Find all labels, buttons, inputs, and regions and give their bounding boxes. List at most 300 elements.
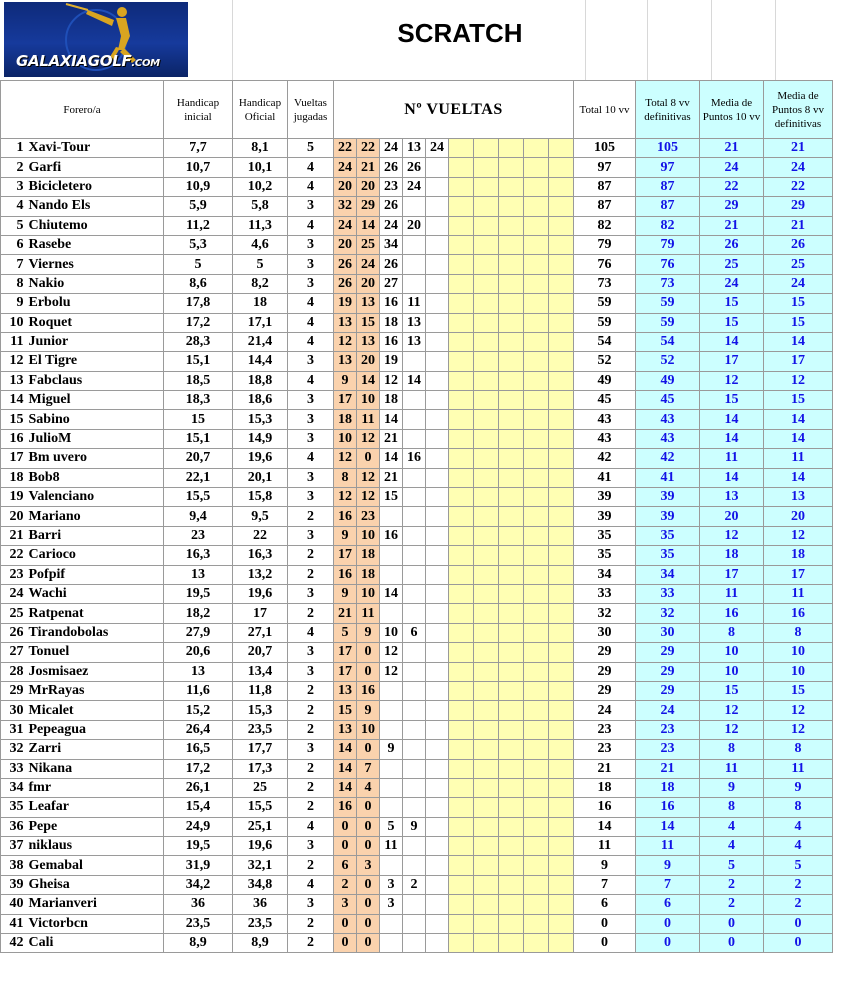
position-cell: 33 [1, 759, 27, 778]
round-score-cell [499, 216, 524, 235]
total-10-cell: 42 [574, 449, 636, 468]
round-score-cell [524, 139, 549, 158]
player-name-cell: El Tigre [27, 352, 164, 371]
media-8-cell: 8 [764, 740, 833, 759]
round-score-cell [549, 914, 574, 933]
table-header-row [1, 81, 833, 139]
handicap-oficial-cell: 17,1 [233, 313, 288, 332]
round-score-cell: 5 [380, 817, 403, 836]
round-score-cell [524, 875, 549, 894]
total-8-cell: 29 [636, 643, 700, 662]
handicap-oficial-cell: 23,5 [233, 720, 288, 739]
round-score-cell [426, 720, 449, 739]
round-score-cell [403, 352, 426, 371]
round-score-cell [549, 255, 574, 274]
header-forero: Forero/a [1, 81, 164, 139]
position-cell: 12 [1, 352, 27, 371]
round-score-cell: 16 [357, 681, 380, 700]
total-8-cell: 43 [636, 429, 700, 448]
handicap-inicial-cell: 15,4 [164, 798, 233, 817]
round-score-cell [524, 701, 549, 720]
round-score-cell [403, 274, 426, 293]
vueltas-jugadas-cell: 4 [288, 177, 334, 196]
round-score-cell: 14 [357, 216, 380, 235]
round-score-cell: 16 [380, 294, 403, 313]
round-score-cell [380, 546, 403, 565]
handicap-oficial-cell: 15,8 [233, 488, 288, 507]
round-score-cell [549, 701, 574, 720]
vueltas-jugadas-cell: 3 [288, 391, 334, 410]
round-score-cell: 0 [357, 798, 380, 817]
media-10-cell: 17 [700, 565, 764, 584]
media-10-cell: 10 [700, 662, 764, 681]
round-score-cell [426, 429, 449, 448]
round-score-cell: 21 [334, 604, 357, 623]
handicap-oficial-cell: 17,3 [233, 759, 288, 778]
total-8-cell: 21 [636, 759, 700, 778]
total-8-cell: 76 [636, 255, 700, 274]
table-row [1, 429, 833, 448]
handicap-inicial-cell: 27,9 [164, 623, 233, 642]
table-row [1, 177, 833, 196]
round-score-cell [380, 934, 403, 953]
total-8-cell: 87 [636, 177, 700, 196]
round-score-cell [524, 740, 549, 759]
round-score-cell [380, 701, 403, 720]
round-score-cell [524, 643, 549, 662]
media-10-cell: 2 [700, 895, 764, 914]
round-score-cell [426, 837, 449, 856]
total-10-cell: 87 [574, 177, 636, 196]
handicap-inicial-cell: 22,1 [164, 468, 233, 487]
handicap-oficial-cell: 27,1 [233, 623, 288, 642]
round-score-cell [449, 817, 474, 836]
round-score-cell [499, 778, 524, 797]
round-score-cell: 16 [334, 565, 357, 584]
round-score-cell [449, 332, 474, 351]
round-score-cell: 25 [357, 235, 380, 254]
total-8-cell: 43 [636, 410, 700, 429]
handicap-oficial-cell: 16,3 [233, 546, 288, 565]
total-8-cell: 18 [636, 778, 700, 797]
round-score-cell [474, 740, 499, 759]
round-score-cell [449, 274, 474, 293]
round-score-cell: 20 [403, 216, 426, 235]
player-name-cell: Pofpif [27, 565, 164, 584]
total-10-cell: 35 [574, 526, 636, 545]
total-10-cell: 30 [574, 623, 636, 642]
vueltas-jugadas-cell: 3 [288, 410, 334, 429]
galaxiagolf-logo [4, 2, 188, 77]
round-score-cell [549, 158, 574, 177]
round-score-cell: 21 [380, 429, 403, 448]
total-8-cell: 23 [636, 720, 700, 739]
table-row [1, 681, 833, 700]
position-cell: 22 [1, 546, 27, 565]
round-score-cell: 9 [334, 584, 357, 603]
table-row [1, 895, 833, 914]
round-score-cell [474, 546, 499, 565]
round-score-cell [524, 681, 549, 700]
player-name-cell: Barri [27, 526, 164, 545]
vueltas-jugadas-cell: 3 [288, 274, 334, 293]
position-cell: 16 [1, 429, 27, 448]
table-row [1, 798, 833, 817]
round-score-cell [499, 352, 524, 371]
round-score-cell [449, 449, 474, 468]
media-10-cell: 14 [700, 468, 764, 487]
round-score-cell: 13 [334, 313, 357, 332]
position-cell: 4 [1, 197, 27, 216]
vueltas-jugadas-cell: 4 [288, 313, 334, 332]
round-score-cell [403, 895, 426, 914]
round-score-cell [403, 565, 426, 584]
media-10-cell: 15 [700, 294, 764, 313]
position-cell: 24 [1, 584, 27, 603]
round-score-cell: 12 [357, 468, 380, 487]
round-score-cell [426, 352, 449, 371]
table-row [1, 740, 833, 759]
round-score-cell [524, 546, 549, 565]
round-score-cell [524, 313, 549, 332]
player-name-cell: Rasebe [27, 235, 164, 254]
table-row [1, 662, 833, 681]
total-8-cell: 39 [636, 507, 700, 526]
player-name-cell: Josmisaez [27, 662, 164, 681]
grid-line [647, 0, 648, 80]
round-score-cell [449, 371, 474, 390]
player-name-cell: Tonuel [27, 643, 164, 662]
round-score-cell: 0 [334, 914, 357, 933]
round-score-cell [403, 798, 426, 817]
round-score-cell [449, 507, 474, 526]
round-score-cell [499, 934, 524, 953]
round-score-cell: 16 [380, 526, 403, 545]
round-score-cell: 26 [403, 158, 426, 177]
round-score-cell [449, 681, 474, 700]
round-score-cell [474, 934, 499, 953]
player-name-cell: Viernes [27, 255, 164, 274]
round-score-cell [474, 681, 499, 700]
round-score-cell [549, 759, 574, 778]
player-name-cell: Marianveri [27, 895, 164, 914]
grid-line [711, 0, 712, 80]
header-handicap-oficial: Handicap Oficial [233, 81, 288, 139]
handicap-oficial-cell: 22 [233, 526, 288, 545]
round-score-cell [449, 352, 474, 371]
total-10-cell: 7 [574, 875, 636, 894]
position-cell: 42 [1, 934, 27, 953]
total-10-cell: 29 [574, 681, 636, 700]
round-score-cell [403, 914, 426, 933]
round-score-cell [474, 759, 499, 778]
round-score-cell [474, 526, 499, 545]
position-cell: 18 [1, 468, 27, 487]
round-score-cell [449, 565, 474, 584]
round-score-cell: 2 [334, 875, 357, 894]
player-name-cell: Gheisa [27, 875, 164, 894]
scratch-ranking-table [0, 80, 833, 953]
media-10-cell: 16 [700, 604, 764, 623]
media-10-cell: 15 [700, 391, 764, 410]
media-10-cell: 15 [700, 681, 764, 700]
round-score-cell [426, 507, 449, 526]
round-score-cell [474, 875, 499, 894]
handicap-oficial-cell: 15,3 [233, 410, 288, 429]
round-score-cell [380, 856, 403, 875]
media-10-cell: 25 [700, 255, 764, 274]
table-row [1, 332, 833, 351]
player-name-cell: Nakio [27, 274, 164, 293]
media-10-cell: 8 [700, 740, 764, 759]
round-score-cell: 10 [357, 526, 380, 545]
media-8-cell: 22 [764, 177, 833, 196]
total-10-cell: 49 [574, 371, 636, 390]
round-score-cell [449, 526, 474, 545]
handicap-oficial-cell: 15,5 [233, 798, 288, 817]
round-score-cell [403, 740, 426, 759]
media-8-cell: 12 [764, 371, 833, 390]
round-score-cell [449, 701, 474, 720]
media-10-cell: 24 [700, 158, 764, 177]
round-score-cell [524, 662, 549, 681]
round-score-cell [449, 429, 474, 448]
header-num-vueltas: Nº VUELTAS [334, 81, 574, 139]
round-score-cell [449, 584, 474, 603]
round-score-cell [449, 391, 474, 410]
total-8-cell: 87 [636, 197, 700, 216]
vueltas-jugadas-cell: 3 [288, 895, 334, 914]
header-total-10: Total 10 vv [574, 81, 636, 139]
round-score-cell [499, 662, 524, 681]
round-score-cell [474, 177, 499, 196]
round-score-cell [549, 643, 574, 662]
table-row [1, 526, 833, 545]
round-score-cell: 9 [403, 817, 426, 836]
handicap-oficial-cell: 8,9 [233, 934, 288, 953]
position-cell: 37 [1, 837, 27, 856]
handicap-inicial-cell: 9,4 [164, 507, 233, 526]
header-handicap-inicial: Handicap inicial [164, 81, 233, 139]
page-title: SCRATCH [397, 18, 523, 48]
round-score-cell: 14 [380, 410, 403, 429]
position-cell: 11 [1, 332, 27, 351]
vueltas-jugadas-cell: 3 [288, 197, 334, 216]
round-score-cell: 17 [334, 391, 357, 410]
round-score-cell: 0 [334, 934, 357, 953]
round-score-cell: 14 [334, 740, 357, 759]
handicap-inicial-cell: 20,6 [164, 643, 233, 662]
handicap-oficial-cell: 25,1 [233, 817, 288, 836]
total-8-cell: 33 [636, 584, 700, 603]
handicap-inicial-cell: 13 [164, 565, 233, 584]
total-8-cell: 52 [636, 352, 700, 371]
vueltas-jugadas-cell: 3 [288, 740, 334, 759]
table-row [1, 488, 833, 507]
media-8-cell: 17 [764, 565, 833, 584]
round-score-cell [426, 391, 449, 410]
round-score-cell: 26 [380, 255, 403, 274]
media-10-cell: 14 [700, 332, 764, 351]
handicap-inicial-cell: 15,1 [164, 352, 233, 371]
media-8-cell: 14 [764, 410, 833, 429]
round-score-cell: 9 [357, 701, 380, 720]
round-score-cell: 18 [380, 391, 403, 410]
round-score-cell: 17 [334, 662, 357, 681]
round-score-cell [474, 643, 499, 662]
media-10-cell: 0 [700, 914, 764, 933]
vueltas-jugadas-cell: 4 [288, 216, 334, 235]
round-score-cell: 12 [380, 371, 403, 390]
grid-line [232, 0, 233, 80]
round-score-cell: 20 [334, 235, 357, 254]
round-score-cell [403, 778, 426, 797]
round-score-cell [549, 216, 574, 235]
total-10-cell: 87 [574, 197, 636, 216]
round-score-cell [426, 643, 449, 662]
total-10-cell: 41 [574, 468, 636, 487]
total-8-cell: 0 [636, 934, 700, 953]
round-score-cell: 16 [334, 798, 357, 817]
position-cell: 34 [1, 778, 27, 797]
sheet-header [0, 0, 846, 80]
media-8-cell: 15 [764, 294, 833, 313]
handicap-inicial-cell: 23 [164, 526, 233, 545]
round-score-cell [449, 158, 474, 177]
position-cell: 8 [1, 274, 27, 293]
round-score-cell [403, 546, 426, 565]
handicap-inicial-cell: 18,2 [164, 604, 233, 623]
handicap-inicial-cell: 28,3 [164, 332, 233, 351]
round-score-cell [449, 546, 474, 565]
player-name-cell: Mariano [27, 507, 164, 526]
handicap-inicial-cell: 19,5 [164, 837, 233, 856]
handicap-inicial-cell: 15,5 [164, 488, 233, 507]
round-score-cell [524, 197, 549, 216]
round-score-cell [426, 895, 449, 914]
round-score-cell [499, 332, 524, 351]
round-score-cell [549, 197, 574, 216]
vueltas-jugadas-cell: 2 [288, 604, 334, 623]
round-score-cell [549, 778, 574, 797]
round-score-cell: 15 [380, 488, 403, 507]
round-score-cell [549, 410, 574, 429]
total-8-cell: 0 [636, 914, 700, 933]
table-row [1, 410, 833, 429]
vueltas-jugadas-cell: 4 [288, 371, 334, 390]
round-score-cell: 11 [380, 837, 403, 856]
handicap-inicial-cell: 13 [164, 662, 233, 681]
round-score-cell: 0 [357, 914, 380, 933]
media-8-cell: 12 [764, 701, 833, 720]
round-score-cell [524, 274, 549, 293]
round-score-cell [524, 895, 549, 914]
position-cell: 32 [1, 740, 27, 759]
total-10-cell: 35 [574, 546, 636, 565]
round-score-cell [549, 740, 574, 759]
total-8-cell: 39 [636, 488, 700, 507]
handicap-inicial-cell: 5,3 [164, 235, 233, 254]
media-8-cell: 21 [764, 139, 833, 158]
position-cell: 36 [1, 817, 27, 836]
vueltas-jugadas-cell: 3 [288, 488, 334, 507]
round-score-cell [549, 468, 574, 487]
handicap-inicial-cell: 18,5 [164, 371, 233, 390]
media-8-cell: 14 [764, 332, 833, 351]
vueltas-jugadas-cell: 2 [288, 546, 334, 565]
round-score-cell [449, 177, 474, 196]
round-score-cell [380, 681, 403, 700]
vueltas-jugadas-cell: 4 [288, 875, 334, 894]
media-8-cell: 15 [764, 391, 833, 410]
handicap-inicial-cell: 34,2 [164, 875, 233, 894]
media-8-cell: 4 [764, 837, 833, 856]
round-score-cell [549, 895, 574, 914]
round-score-cell: 12 [334, 332, 357, 351]
total-10-cell: 97 [574, 158, 636, 177]
handicap-oficial-cell: 19,6 [233, 449, 288, 468]
table-row [1, 449, 833, 468]
round-score-cell: 24 [380, 216, 403, 235]
table-row [1, 197, 833, 216]
media-8-cell: 2 [764, 895, 833, 914]
total-8-cell: 16 [636, 798, 700, 817]
round-score-cell [549, 875, 574, 894]
total-8-cell: 11 [636, 837, 700, 856]
round-score-cell [549, 720, 574, 739]
round-score-cell [524, 526, 549, 545]
round-score-cell [380, 759, 403, 778]
total-8-cell: 59 [636, 294, 700, 313]
round-score-cell [474, 391, 499, 410]
round-score-cell [499, 255, 524, 274]
round-score-cell [499, 274, 524, 293]
round-score-cell [426, 216, 449, 235]
round-score-cell: 22 [357, 139, 380, 158]
total-8-cell: 29 [636, 681, 700, 700]
round-score-cell [499, 701, 524, 720]
round-score-cell: 13 [403, 332, 426, 351]
vueltas-jugadas-cell: 2 [288, 681, 334, 700]
round-score-cell: 6 [334, 856, 357, 875]
round-score-cell: 20 [334, 177, 357, 196]
round-score-cell [403, 410, 426, 429]
round-score-cell [403, 643, 426, 662]
round-score-cell [426, 294, 449, 313]
media-8-cell: 10 [764, 662, 833, 681]
round-score-cell [403, 720, 426, 739]
round-score-cell [549, 274, 574, 293]
media-10-cell: 24 [700, 274, 764, 293]
round-score-cell [499, 410, 524, 429]
position-cell: 35 [1, 798, 27, 817]
handicap-inicial-cell: 7,7 [164, 139, 233, 158]
vueltas-jugadas-cell: 4 [288, 332, 334, 351]
round-score-cell [524, 449, 549, 468]
position-cell: 29 [1, 681, 27, 700]
round-score-cell: 0 [357, 817, 380, 836]
media-10-cell: 21 [700, 216, 764, 235]
round-score-cell: 19 [334, 294, 357, 313]
table-row [1, 643, 833, 662]
round-score-cell [474, 313, 499, 332]
round-score-cell: 16 [380, 332, 403, 351]
round-score-cell [403, 584, 426, 603]
total-10-cell: 82 [574, 216, 636, 235]
total-8-cell: 79 [636, 235, 700, 254]
player-name-cell: Bicicletero [27, 177, 164, 196]
round-score-cell [426, 158, 449, 177]
